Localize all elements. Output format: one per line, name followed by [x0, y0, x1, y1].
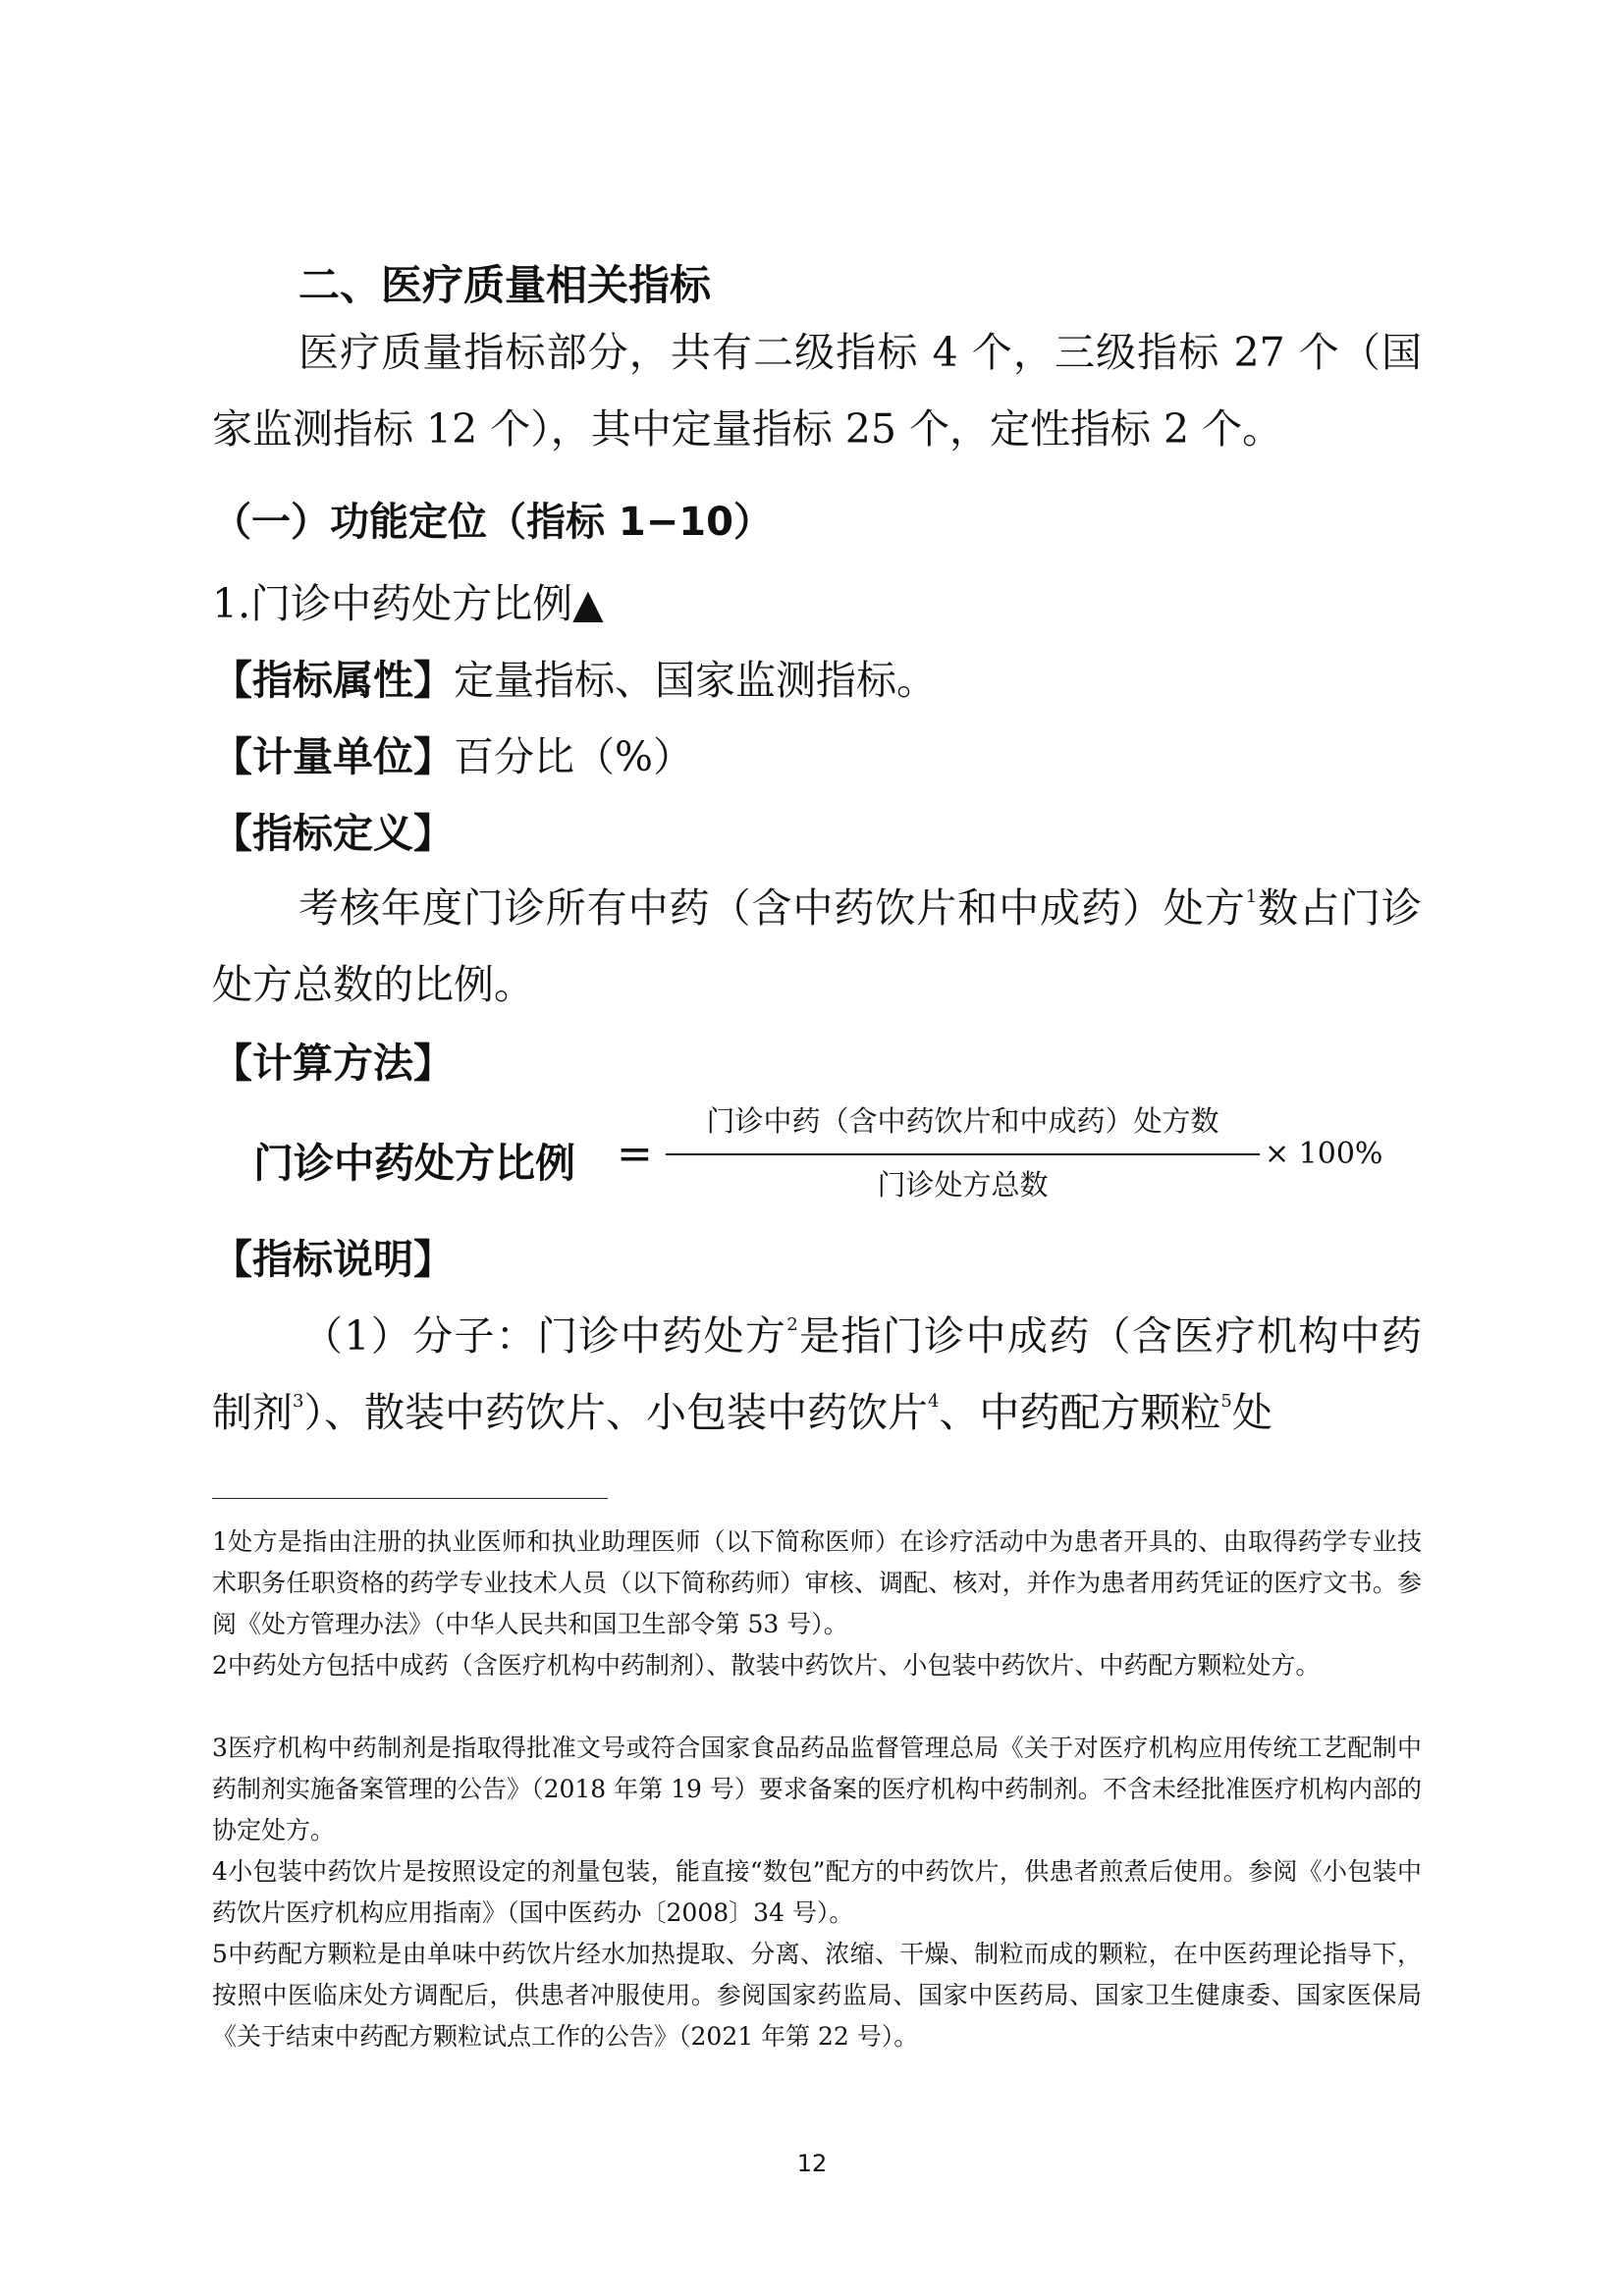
footnote-ref: 5 — [1220, 1391, 1232, 1412]
page-number: 12 — [796, 2150, 828, 2177]
footnote-ref: 1 — [1245, 886, 1258, 907]
explanation-text-4: 、中药配方颗粒 — [939, 1389, 1221, 1436]
explanation-text-2: 是指门诊中成药（含医疗机构中药制剂 — [212, 1312, 1423, 1436]
explanation-text-1: （1）分子：门诊中药处方 — [302, 1312, 787, 1360]
footnote-ref: 4 — [927, 1391, 940, 1412]
footnote-3: 3医疗机构中药制剂是指取得批准文号或符合国家食品药品监督管理总局《关于对医疗机构应用传统工艺配制中药制剂实施备案管理的公告》（2018 年第 19 号）要求备案的医疗机构中药制剂。不含未经批准医疗机构内部的协定处方。 — [212, 1734, 1422, 1844]
formula-multiplier: × 100% — [1265, 1137, 1383, 1171]
subsection-heading: （一）功能定位（指标 1−10） — [212, 500, 773, 545]
explanation-paragraph — [212, 1298, 1422, 1451]
method-label: 【计算方法】 — [212, 1040, 454, 1087]
definition-text-a: 考核年度门诊所有中药（含中药饮片和中成药）处方 — [298, 884, 1246, 932]
unit-value: 百分比（%） — [454, 733, 693, 780]
fraction-bar — [666, 1153, 1260, 1155]
explanation-label: 【指标说明】 — [212, 1236, 454, 1283]
footnote-ref: 3 — [293, 1391, 304, 1412]
definition-paragraph — [212, 870, 1422, 1023]
formula-lhs: 门诊中药处方比例 — [253, 1140, 575, 1187]
section-heading: 二、医疗质量相关指标 — [298, 261, 712, 309]
attribute-label: 【指标属性】 — [212, 657, 454, 704]
footnote-separator — [212, 1498, 608, 1499]
footnote-1: 1处方是指由注册的执业医师和执业助理医师（以下简称医师）在诊疗活动中为患者开具的、由取得药学专业技术职务任职资格的药学专业技术人员（以下简称药师）审核、调配、核对，并作为患者用药凭证的医疗文书。参阅《处方管理办法》（中华人民共和国卫生部令第 53 号）。 — [212, 1527, 1422, 1638]
footnote-4: 4小包装中药饮片是按照设定的剂量包装，能直接“数包”配方的中药饮片，供患者煎煮后使用。参阅《小包装中药饮片医疗机构应用指南》（国中医药办〔2008〕34 号）。 — [212, 1857, 1422, 1927]
explanation-text-5: 处 — [1231, 1389, 1272, 1436]
unit-row — [212, 724, 693, 782]
explanation-text-3: ）、散装中药饮片、小包装中药饮片 — [303, 1389, 928, 1436]
formula-denominator: 门诊处方总数 — [877, 1168, 1049, 1201]
formula-fraction — [666, 1099, 1260, 1207]
footnote-ref: 2 — [786, 1314, 798, 1335]
definition-label: 【指标定义】 — [212, 810, 454, 857]
formula-equals: = — [617, 1129, 653, 1179]
indicator-title: 1.门诊中药处方比例▲ — [212, 580, 604, 627]
intro-paragraph: 医疗质量指标部分，共有二级指标 4 个，三级指标 27 个（国家监测指标 12 个），其中定量指标 25 个，定性指标 2 个。 — [212, 329, 1422, 453]
unit-label: 【计量单位】 — [212, 733, 454, 780]
formula — [253, 1099, 1392, 1207]
attribute-row — [212, 648, 937, 706]
footnote-2: 2中药处方包括中成药（含医疗机构中药制剂）、散装中药饮片、小包装中药饮片、中药配方颗粒处方。 — [212, 1651, 1321, 1680]
formula-numerator: 门诊中药（含中药饮片和中成药）处方数 — [706, 1104, 1219, 1138]
footnote-5: 5中药配方颗粒是由单味中药饮片经水加热提取、分离、浓缩、干燥、制粒而成的颗粒，在中医药理论指导下，按照中医临床处方调配后，供患者冲服使用。参阅国家药监局、国家中医药局、国家卫生健康委、国家医保局《关于结束中药配方颗粒试点工作的公告》（2021 年第 22 号）。 — [212, 1940, 1422, 2051]
definition-text-b: 数占门诊处方总数的比例。 — [212, 884, 1423, 1008]
attribute-value: 定量指标、国家监测指标。 — [454, 657, 937, 704]
